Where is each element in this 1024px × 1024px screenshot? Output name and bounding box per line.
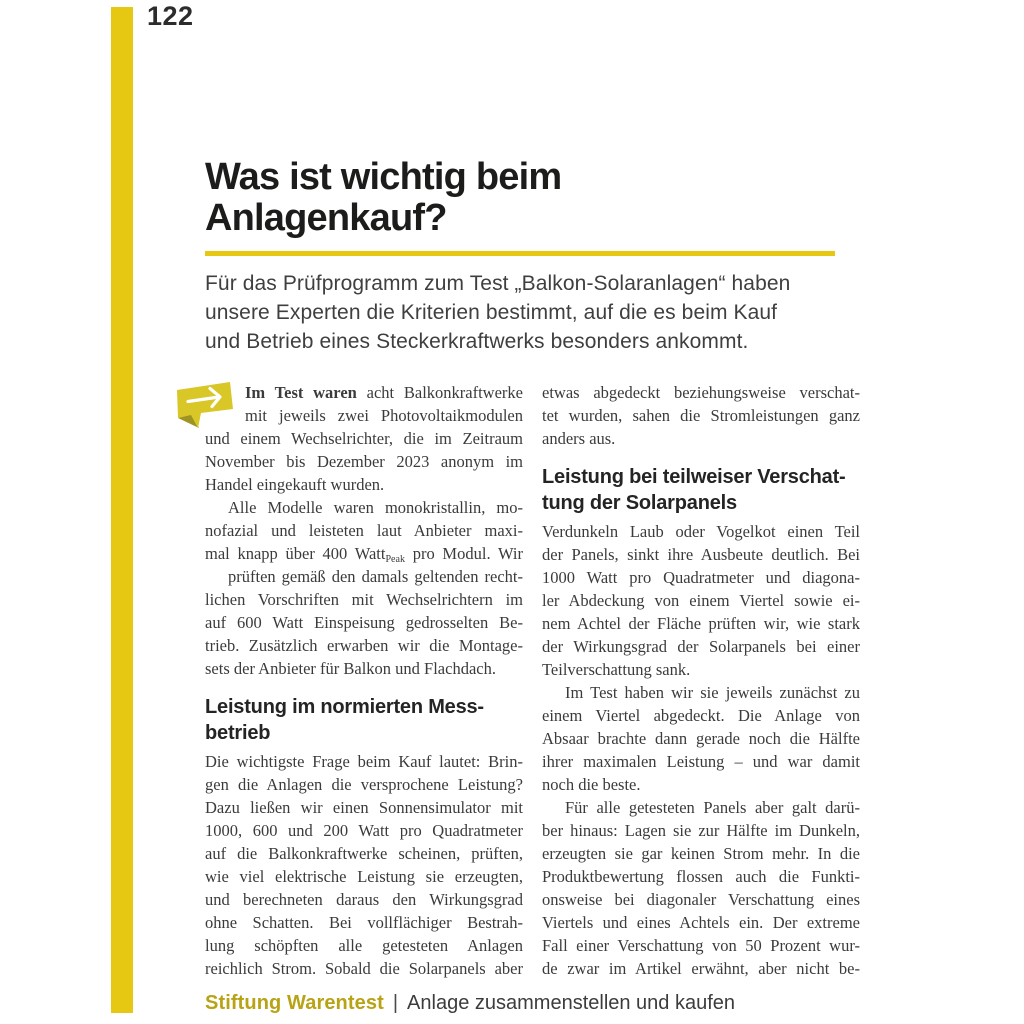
body-paragraph xyxy=(205,750,523,980)
subhead-normierter-messbetrieb xyxy=(205,694,523,746)
body-paragraph xyxy=(542,796,860,980)
text-line: Für das Prüfprogramm zum Test „Balkon-Solaranlagen“ haben xyxy=(205,272,791,295)
footer xyxy=(205,992,735,1015)
text-line: betrieb xyxy=(205,722,271,744)
text-line: und einem Wechselrichter, die im Zeitraum xyxy=(205,429,523,448)
body-paragraph xyxy=(542,520,860,681)
column-left xyxy=(205,381,523,980)
text-line: tet wurden, sahen die Stromleistungen ganz xyxy=(542,406,860,425)
text-line: November bis Dezember 2023 anonym im xyxy=(205,452,523,471)
footer-separator: | xyxy=(392,992,399,1014)
lead-in-rest: acht Balkonkraftwerke xyxy=(356,383,523,402)
text-line: gen die Anlagen die versprochene Leistung? xyxy=(205,775,523,794)
paragraph-lines xyxy=(205,496,523,542)
body-paragraph xyxy=(542,381,860,450)
article-body xyxy=(205,381,861,980)
page-number: 122 xyxy=(147,1,194,31)
text-line: nofazial und leisteten laut Anbieter maxi- xyxy=(205,521,523,540)
text-line: anders aus. xyxy=(542,429,616,448)
text-line: lung schöpften alle getesteten Anlagen xyxy=(205,936,523,955)
lead-in-bold: Im Test waren xyxy=(245,383,357,402)
text-line: 1000 Watt pro Quadratmeter und diagona- xyxy=(542,568,860,587)
page-title xyxy=(205,157,860,239)
text-line: Absaar brachte dann gerade noch die Hälfte xyxy=(542,729,860,748)
paragraph-lines xyxy=(205,404,523,496)
column-right xyxy=(542,381,860,980)
text-line: Teilverschattung sank. xyxy=(542,660,691,679)
text-line: mit jeweils zwei Photovoltaikmodulen xyxy=(245,406,523,425)
text-line: prüften gemäß den damals geltenden recht- xyxy=(228,567,523,586)
paragraph-lines xyxy=(205,565,523,680)
subhead-teilweise-verschattung xyxy=(542,464,860,516)
text-line: nem Achtel der Fläche prüften wir, wie stark xyxy=(542,614,860,633)
text-line: ler Abdeckung von einem Viertel sowie ei- xyxy=(542,591,860,610)
title-underline xyxy=(205,251,835,256)
text-line: sets der Anbieter für Balkon und Flachdach. xyxy=(205,659,496,678)
body-paragraph xyxy=(205,496,523,680)
text-line: der Panels, sinkt ihre Ausbeute deutlich. Bei xyxy=(542,545,860,564)
text-line: tung der Solarpanels xyxy=(542,492,737,514)
text-line: auf die Balkonkraftwerke scheinen, prüften, xyxy=(205,844,523,863)
body-line xyxy=(205,381,523,404)
text-line: ihrer maximalen Leistung – und war damit xyxy=(542,752,860,771)
text-line: und berechneten daraus den Wirkungsgrad xyxy=(205,890,523,909)
subscript-peak: Peak xyxy=(385,554,405,565)
footer-brand: Stiftung Warentest xyxy=(205,992,384,1014)
text-line: ohne Schatten. Bei vollflächiger Bestrah- xyxy=(205,913,523,932)
text-line: Dazu ließen wir einen Sonnensimulator mit xyxy=(205,798,523,817)
text-line: Verdunkeln Laub oder Vogelkot einen Teil xyxy=(542,522,860,541)
text-line: Handel eingekauft wurden. xyxy=(205,475,385,494)
text-line: Im Test haben wir sie jeweils zunächst zu xyxy=(565,683,860,702)
text-line: trieb. Zusätzlich erwarben wir die Montage- xyxy=(205,636,523,655)
text-line: Für alle getesteten Panels aber galt darü- xyxy=(565,798,860,817)
text-line: erzeugten sie gar keinen Strom mehr. In die xyxy=(542,844,860,863)
text-line: ber hinaus: Lagen sie zur Hälfte im Dunkeln, xyxy=(542,821,860,840)
text-line: Viertels und eines Achtels ein. Der extreme xyxy=(542,913,860,932)
text-line: onsweise bei diagonaler Verschattung eines xyxy=(542,890,860,909)
text-line: Fall einer Verschattung von 50 Prozent wur- xyxy=(542,936,860,955)
text-line: de zwar im Artikel erwähnt, aber nicht be- xyxy=(542,959,860,978)
text-line: und Betrieb eines Steckerkraftwerks besonders ankommt. xyxy=(205,330,749,353)
left-accent-bar xyxy=(111,7,133,1013)
text-line: 1000, 600 und 200 Watt pro Quadratmeter xyxy=(205,821,523,840)
text-line: Was ist wichtig beim xyxy=(205,156,562,198)
footer-section-title: Anlage zusammenstellen und kaufen xyxy=(407,992,736,1014)
text-line: noch die beste. xyxy=(542,775,641,794)
text-line: wie viel elektrische Leistung sie erzeugten, xyxy=(205,867,523,886)
body-paragraph xyxy=(542,681,860,796)
text-line: auf 600 Watt Einspeisung gedrosselten Be- xyxy=(205,613,523,632)
text-line: reichlich Strom. Sobald die Solarpanels aber xyxy=(205,959,523,978)
standfirst xyxy=(205,269,865,356)
text-line: Leistung im normierten Mess- xyxy=(205,696,484,718)
text-line: Produktbewertung flossen auch die Funkti- xyxy=(542,867,860,886)
body-paragraph xyxy=(205,381,523,496)
text-line: der Wirkungsgrad der Solarpanels bei einer xyxy=(542,637,860,656)
text-line: unsere Experten die Kriterien bestimmt, auf die es beim Kauf xyxy=(205,301,778,324)
text-line: lichen Vorschriften mit Wechselrichtern im xyxy=(205,590,523,609)
text-line: Anlagenkauf? xyxy=(205,197,447,239)
text-line: Alle Modelle waren monokristallin, mo- xyxy=(228,498,523,517)
body-line-watt-peak: mal knapp über 400 Watt$_{Peak}$ pro Modul. Wir xyxy=(205,544,523,565)
text-line: Die wichtigste Frage beim Kauf lautet: Brin- xyxy=(205,752,523,771)
arrow-right-banner-icon xyxy=(176,381,232,425)
text-line: einem Viertel abgedeckt. Die Anlage von xyxy=(542,706,860,725)
text-line: Leistung bei teilweiser Verschat- xyxy=(542,466,846,488)
text-line: etwas abgedeckt beziehungsweise verschat- xyxy=(542,383,860,402)
